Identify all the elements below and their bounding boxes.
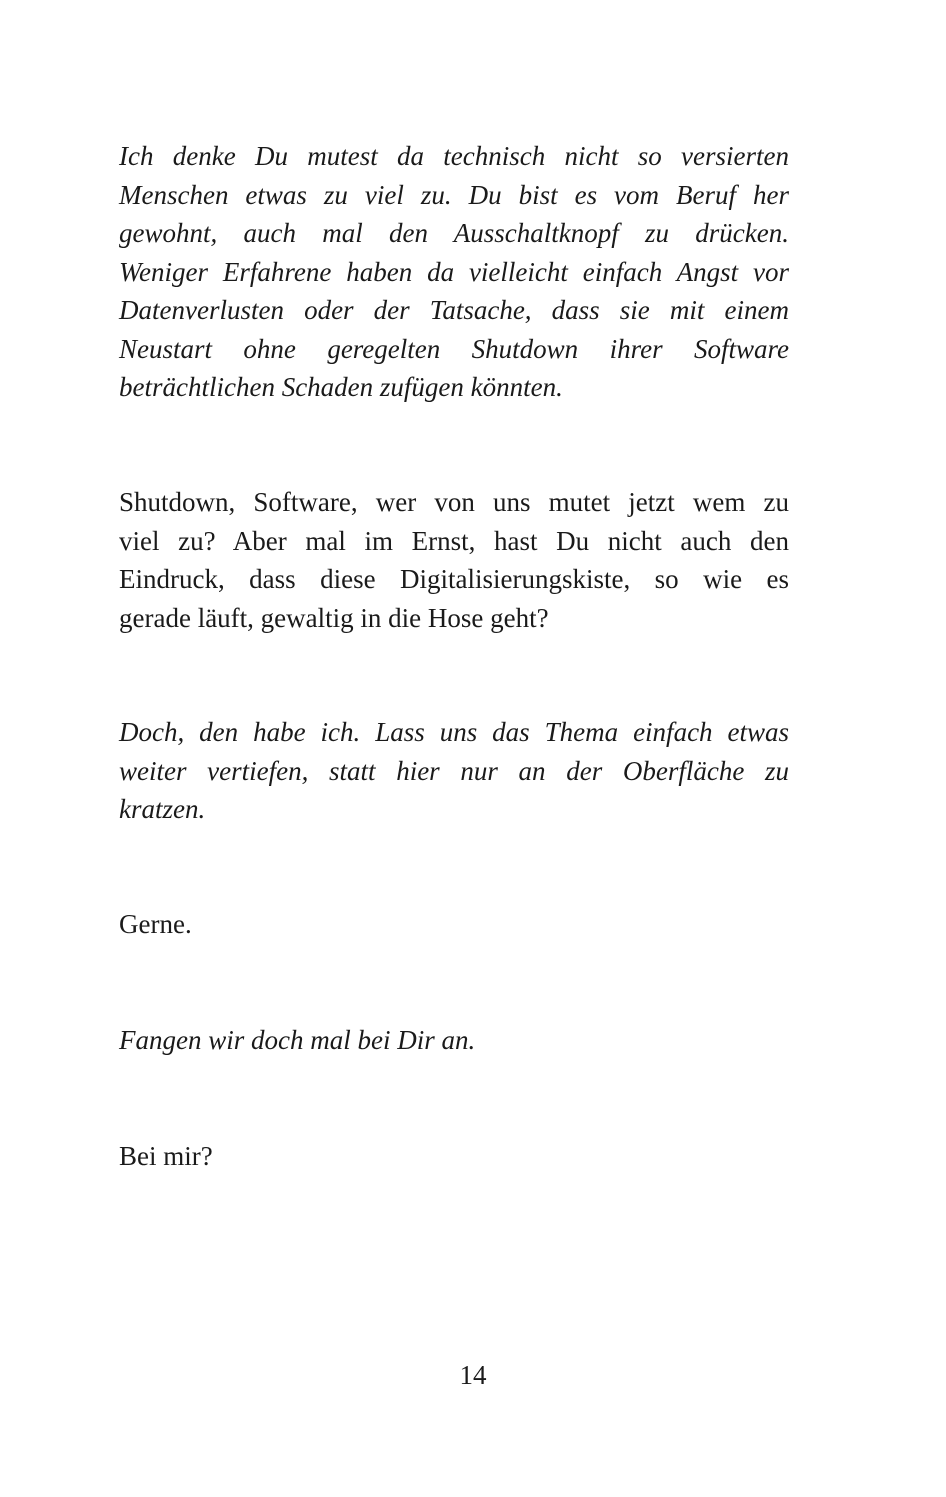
paragraph-line: Weniger Erfahrene haben da vielleicht einfach Angst vor — [119, 256, 789, 287]
paragraph-line: Bei mir? — [119, 1141, 213, 1171]
paragraph-line: gerade läuft, gewaltig in die Hose geht? — [119, 602, 549, 633]
paragraph-3 — [119, 713, 789, 829]
paragraph-line: Fangen wir doch mal bei Dir an. — [119, 1025, 476, 1055]
paragraph-line: Eindruck, dass diese Digitalisierungskiste, so wie es — [119, 564, 789, 594]
paragraph-line: Doch, den habe ich. Lass uns das Thema einfach etwas — [119, 717, 789, 747]
paragraph-6 — [119, 1137, 789, 1176]
paragraph-5 — [119, 1021, 789, 1060]
paragraph-4 — [119, 905, 789, 944]
paragraph-line: Shutdown, Software, wer von uns mutet jetzt wem zu — [119, 487, 789, 517]
paragraph-line: Menschen etwas zu viel zu. Du bist es vom Beruf her — [119, 179, 789, 210]
paragraph-line: Neustart ohne geregelten Shutdown ihrer Software — [119, 333, 789, 364]
paragraph-line: viel zu? Aber mal im Ernst, hast Du nicht auch den — [119, 525, 789, 556]
paragraph-line: Ich denke Du mutest da technisch nicht so versierten — [119, 141, 789, 171]
paragraph-line: Datenverlusten oder der Tatsache, dass sie mit einem — [119, 295, 789, 325]
page-number: 14 — [459, 1360, 487, 1390]
paragraph-line: beträchtlichen Schaden zufügen könnten. — [119, 372, 563, 402]
paragraph-line: kratzen. — [119, 794, 206, 824]
paragraph-line: weiter vertiefen, statt hier nur an der Oberfläche zu — [119, 755, 789, 786]
paragraph-line: gewohnt, auch mal den Ausschaltknopf zu drücken. — [119, 218, 789, 248]
paragraph-line: Gerne. — [119, 909, 192, 939]
paragraph-1 — [119, 137, 789, 407]
paragraph-2 — [119, 483, 789, 637]
